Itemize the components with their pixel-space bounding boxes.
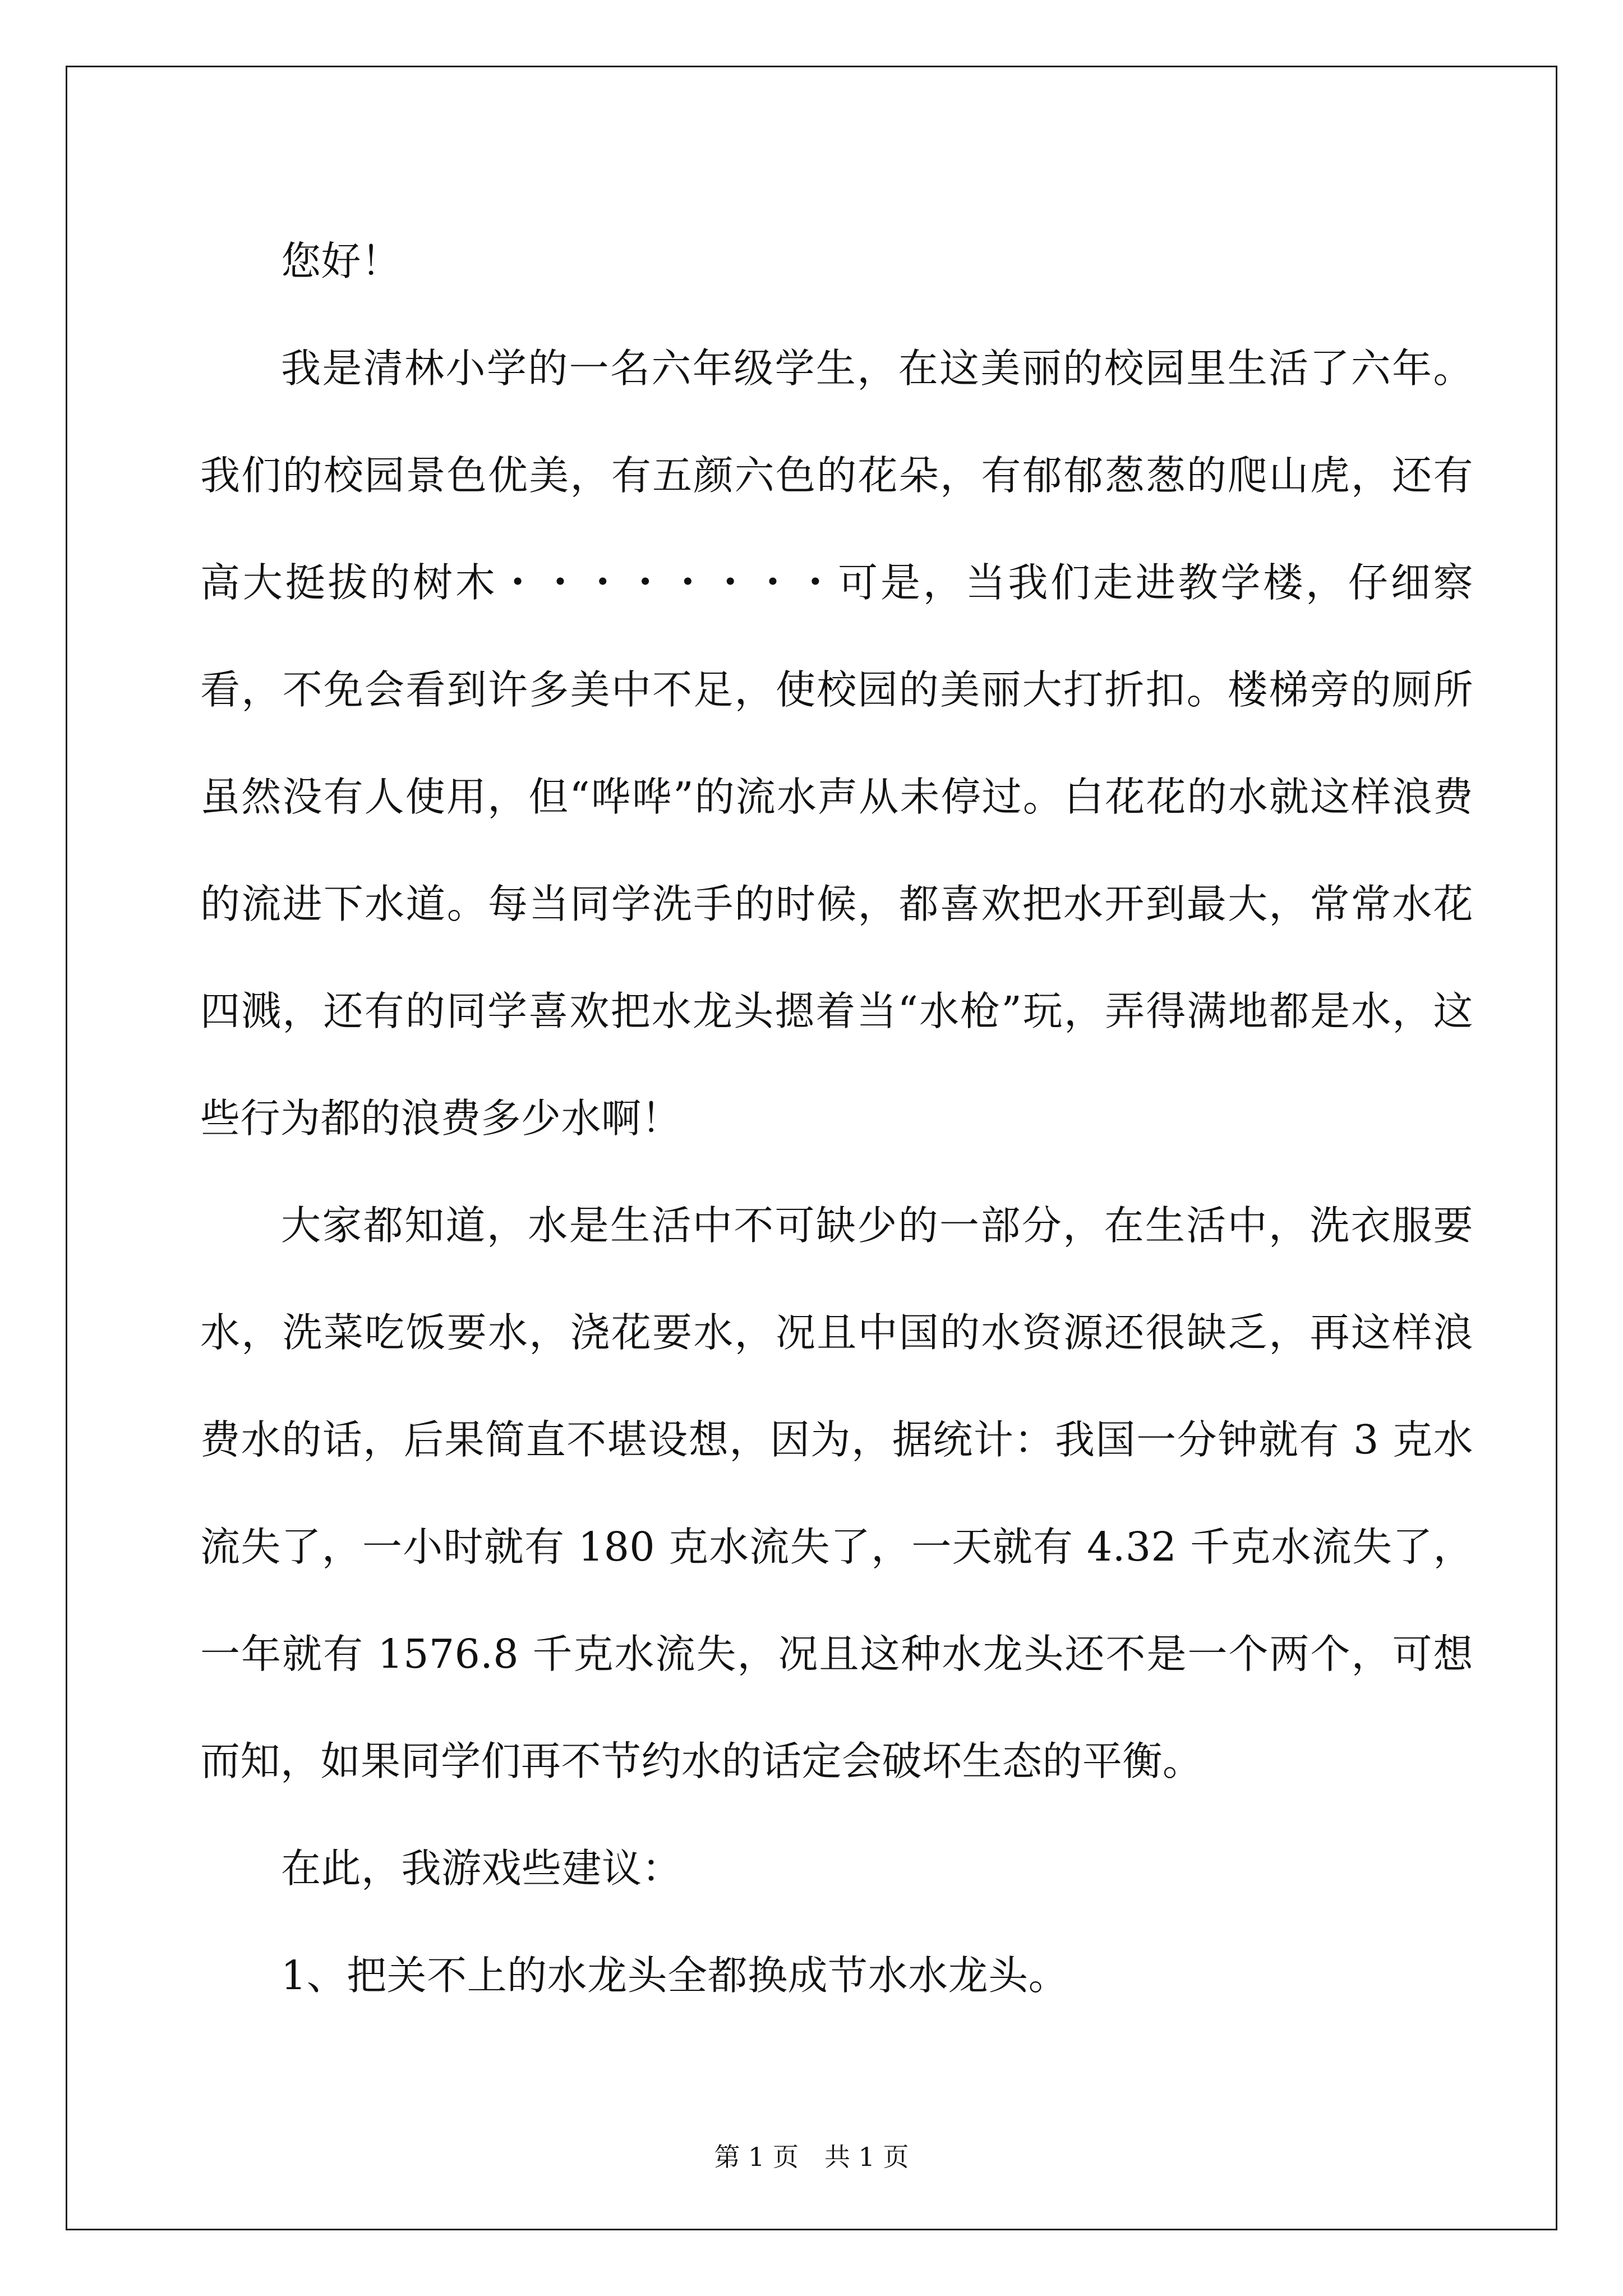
paragraph-suggestions-intro: 在此，我游戏些建议： (281, 1845, 683, 1892)
document-body (200, 208, 1473, 2029)
paragraph-water-statistics: 大家都知道，水是生活中不可缺少的一部分，在生活中，洗衣服要水，洗菜吃饭要水，浇花要水，况且中国的水资源还很缺乏，再这样浪费水的话，后果简直不堪设想，因为，据统计：我国一分钟就有 3 克水流失了，一小时就有 180 克水流失了，一天就有 4.32 千克水流失了，一年就有 1576.8 千克水流失，况且这种水龙头还不是一个两个，可想而知，如果同学们再不节约水的话定会破坏生态的平衡。 (200, 1202, 1473, 1784)
greeting: 您好！ (281, 238, 402, 284)
page-number: 第 1 页 (714, 2142, 799, 2172)
paragraph-campus-water-waste: 我是清林小学的一名六年级学生，在这美丽的校园里生活了六年。我们的校园景色优美，有五颜六色的花朵，有郁郁葱葱的爬山虎，还有高大挺拔的树木・・・・・・・・可是，当我们走进教学楼，仔细察看，不免会看到许多美中不足，使校园的美丽大打折扣。楼梯旁的厕所虽然没有人使用，但“哗哗”的流水声从未停过。白花花的水就这样浪费的流进下水道。每当同学洗手的时候，都喜欢把水开到最大，常常水花四溅，还有的同学喜欢把水龙头摁着当“水枪”玩，弄得满地都是水，这些行为都的浪费多少水啊！ (200, 345, 1473, 1142)
suggestion-item-1: 1、把关不上的水龙头全都换成节水水龙头。 (281, 1952, 1069, 1999)
page-total: 共 1 页 (824, 2142, 909, 2172)
page-footer (0, 2140, 1623, 2174)
